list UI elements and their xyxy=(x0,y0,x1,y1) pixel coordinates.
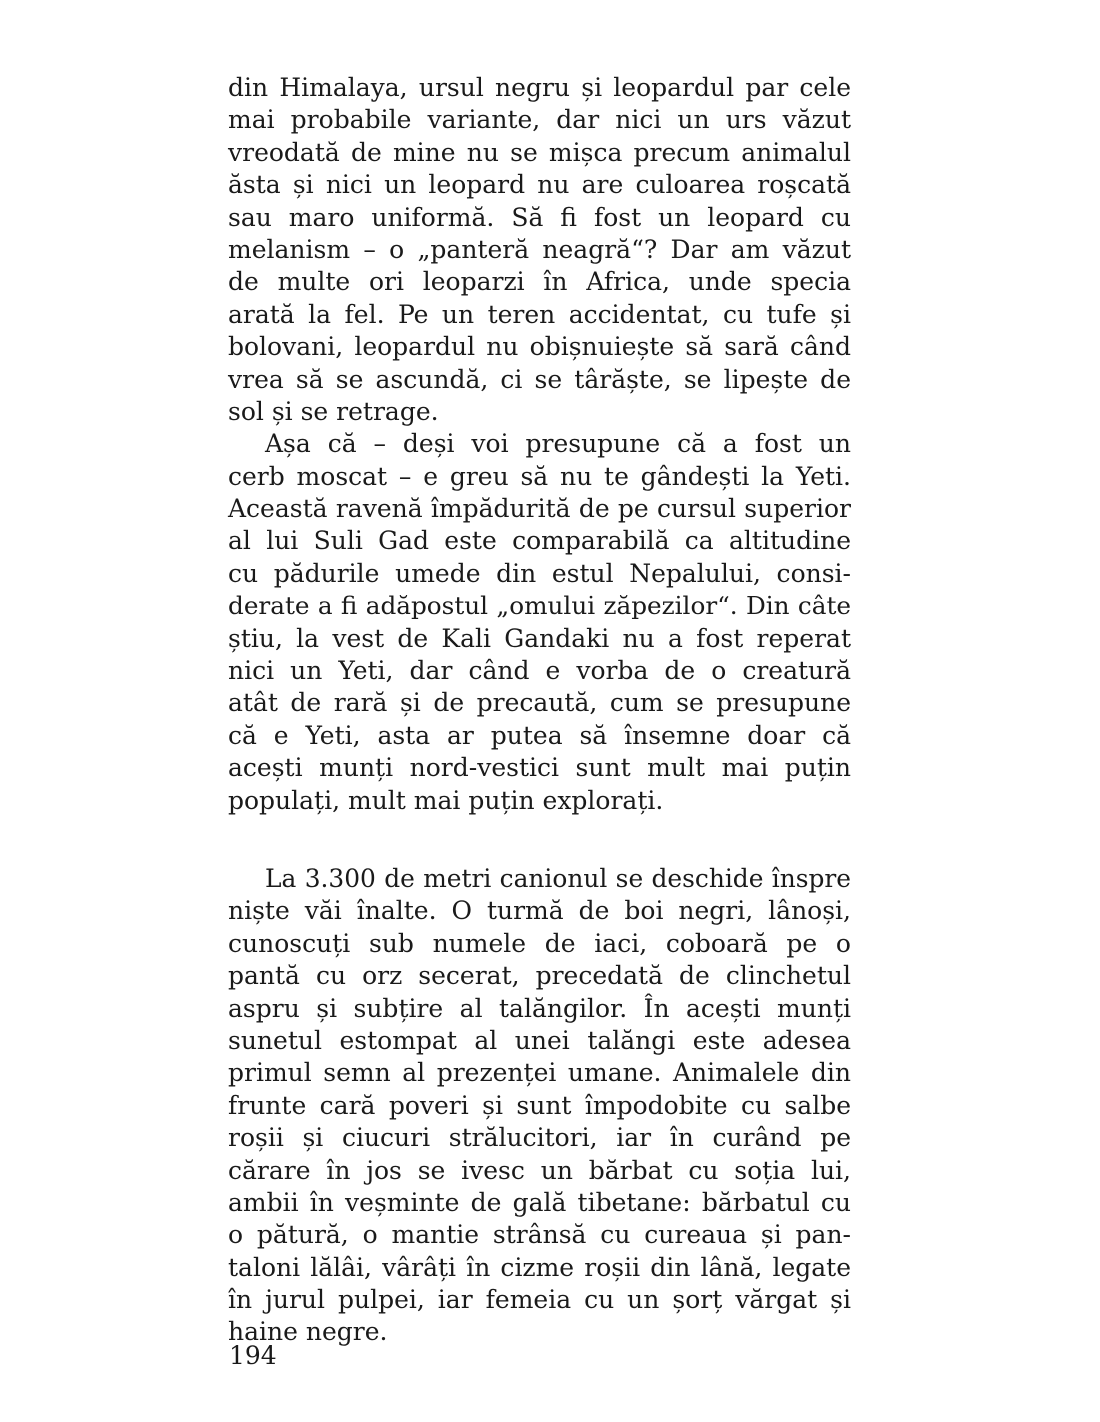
paragraph-1 xyxy=(228,72,851,428)
text-line: populați, mult mai puțin explorați. xyxy=(228,785,664,815)
text-line: în jurul pulpei, iar femeia cu un șorț vărgat și xyxy=(228,1285,851,1315)
text-line: vrea să se ascundă, ci se târăște, se lipește de xyxy=(228,364,851,394)
text-line: atât de rară și de precaută, cum se presupune xyxy=(228,688,851,718)
text-line: frunte cară poveri și sunt împodobite cu salbe xyxy=(228,1090,851,1120)
text-line: ăsta și nici un leopard nu are culoarea roșcată xyxy=(228,170,851,200)
paragraph-3 xyxy=(228,863,851,1349)
page-body xyxy=(228,72,851,1349)
text-line: cerb moscat – e greu să nu te gândești la Yeti. xyxy=(228,461,851,491)
text-line: ambii în veșminte de gală tibetane: bărbatul cu xyxy=(228,1187,851,1217)
section-break xyxy=(228,817,851,863)
text-line: taloni lălâi, vârâți în cizme roșii din lână, legate xyxy=(228,1252,851,1282)
text-line: sunetul estompat al unei talăngi este adesea xyxy=(228,1025,851,1055)
text-line: cunoscuți sub numele de iaci, coboară pe o xyxy=(228,928,851,958)
text-line: aspru și subțire al talăngilor. În acești munți xyxy=(228,993,851,1023)
text-line: bolovani, leopardul nu obișnuiește să sară când xyxy=(228,332,851,362)
text-line: de multe ori leoparzi în Africa, unde specia xyxy=(228,267,851,297)
text-line: La 3.300 de metri canionul se deschide înspre xyxy=(265,863,851,893)
text-line: roșii și ciucuri strălucitori, iar în curând pe xyxy=(228,1123,851,1153)
text-line: știu, la vest de Kali Gandaki nu a fost reperat xyxy=(228,623,851,653)
text-line: cărare în jos se ivesc un bărbat cu soția lui, xyxy=(228,1155,851,1185)
text-line: Această ravenă împădurită de pe cursul superior xyxy=(228,494,851,524)
text-line: o pătură, o mantie strânsă cu cureaua și pan- xyxy=(228,1220,851,1250)
text-line: pantă cu orz secerat, precedată de clinchetul xyxy=(228,961,851,991)
text-line: al lui Suli Gad este comparabilă ca altitudine xyxy=(228,526,851,556)
text-line: haine negre. xyxy=(228,1317,388,1347)
text-line: mai probabile variante, dar nici un urs văzut xyxy=(228,105,851,135)
text-line: melanism – o „panteră neagră“? Dar am văzut xyxy=(228,234,851,264)
text-line: niște văi înalte. O turmă de boi negri, lânoși, xyxy=(228,896,851,926)
text-line: din Himalaya, ursul negru și leopardul par cele xyxy=(228,73,851,102)
text-line: vreodată de mine nu se mișca precum animalul xyxy=(228,137,851,167)
text-line: nici un Yeti, dar când e vorba de o creatură xyxy=(228,656,851,686)
paragraph-2 xyxy=(228,428,851,817)
text-line: că e Yeti, asta ar putea să însemne doar că xyxy=(228,720,851,750)
page-number: 194 xyxy=(229,1341,277,1370)
text-line: acești munți nord-vestici sunt mult mai puțin xyxy=(228,753,851,783)
text-line: primul semn al prezenței umane. Animalele din xyxy=(228,1058,851,1088)
text-line: sau maro uniformă. Să fi fost un leopard cu xyxy=(228,202,851,232)
text-line: sol și se retrage. xyxy=(228,396,439,426)
text-line: cu pădurile umede din estul Nepalului, consi- xyxy=(228,558,851,588)
text-line: Așa că – deși voi presupune că a fost un xyxy=(265,429,851,459)
text-line: arată la fel. Pe un teren accidentat, cu tufe și xyxy=(228,299,851,329)
text-line: derate a fi adăpostul „omului zăpezilor“. Din câte xyxy=(228,591,851,621)
